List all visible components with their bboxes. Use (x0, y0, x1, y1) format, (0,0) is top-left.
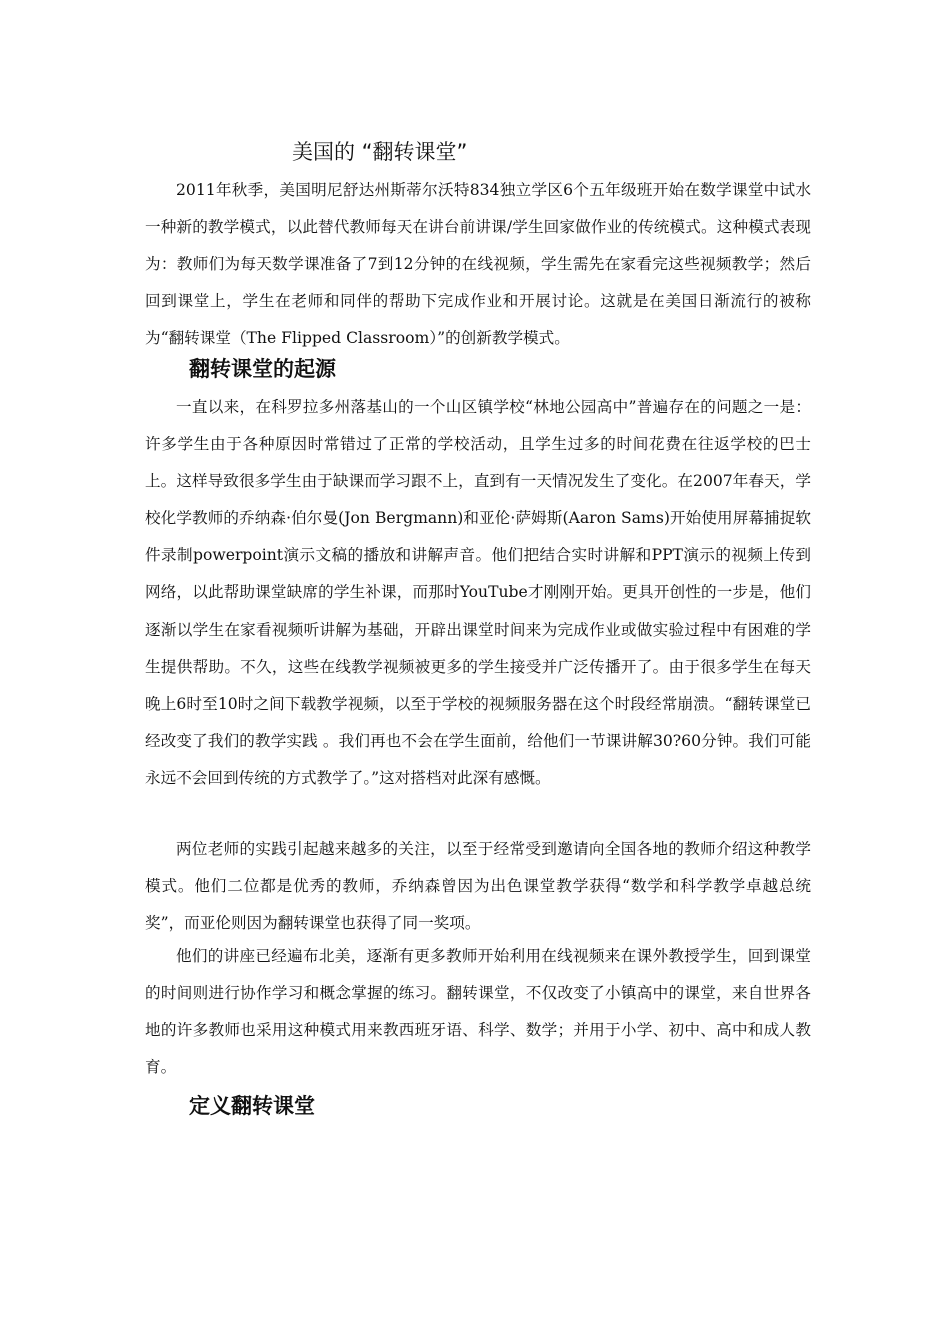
intro-paragraph: 2011年秋季，美国明尼舒达州斯蒂尔沃特834独立学区6个五年级班开始在数学课堂中试水一种新的教学模式，以此替代教师每天在讲台前讲课/学生回家做作业的传统模式。这种模式表现为：教师们为每天数学课准备了7到12分钟的在线视频，学生需先在家看完这些视频教学；然后回到课堂上，学生在老师和同伴的帮助下完成作业和开展讨论。这就是在美国日渐流行的被称为“翻转课堂（The Flipped Classroom）”的创新教学模式。 (145, 181, 811, 348)
document-title: 美国的 “翻转课堂” (292, 140, 468, 164)
practice-paragraph: 两位老师的实践引起越来越多的关注，以至于经常受到邀请向全国各地的教师介绍这种教学模式。他们二位都是优秀的教师，乔纳森曾因为出色课堂教学获得“数学和科学教学卓越总统奖”，而亚伦则因为翻转课堂也获得了同一奖项。 (145, 840, 811, 933)
origin-paragraph: 一直以来，在科罗拉多州落基山的一个山区镇学校“林地公园高中”普遍存在的问题之一是：许多学生由于各种原因时常错过了正常的学校活动，且学生过多的时间花费在往返学校的巴士上。这样导致很多学生由于缺课而学习跟不上，直到有一天情况发生了变化。在2007年春天，学校化学教师的乔纳森·伯尔曼(Jon Bergmann)和亚伦·萨姆斯(Aaron Sams)开始使用屏幕捕捉软件录制powerpoint演示文稿的播放和讲解声音。他们把结合实时讲解和PPT演示的视频上传到网络，以此帮助课堂缺席的学生补课，而那时YouTube才刚刚开始。更具开创性的一步是，他们逐渐以学生在家看视频听讲解为基础，开辟出课堂时间来为完成作业或做实验过程中有困难的学生提供帮助。不久，这些在线教学视频被更多的学生接受并广泛传播开了。由于很多学生在每天晚上6时至10时之间下载教学视频，以至于学校的视频服务器在这个时段经常崩溃。“翻转课堂已经改变了我们的教学实践 。我们再也不会在学生面前，给他们一节课讲解30?60分钟。我们可能永远不会回到传统的方式教学了。”这对搭档对此深有感慨。 (145, 398, 811, 787)
spread-paragraph: 他们的讲座已经遍布北美，逐渐有更多教师开始利用在线视频来在课外教授学生，回到课堂的时间则进行协作学习和概念掌握的练习。翻转课堂，不仅改变了小镇高中的课堂，来自世界各地的许多教师也采用这种模式用来教西班牙语、科学、数学；并用于小学、初中、高中和成人教育。 (145, 947, 811, 1077)
section-heading-definition: 定义翻转课堂 (189, 1094, 315, 1118)
section-heading-origin: 翻转课堂的起源 (189, 357, 336, 381)
